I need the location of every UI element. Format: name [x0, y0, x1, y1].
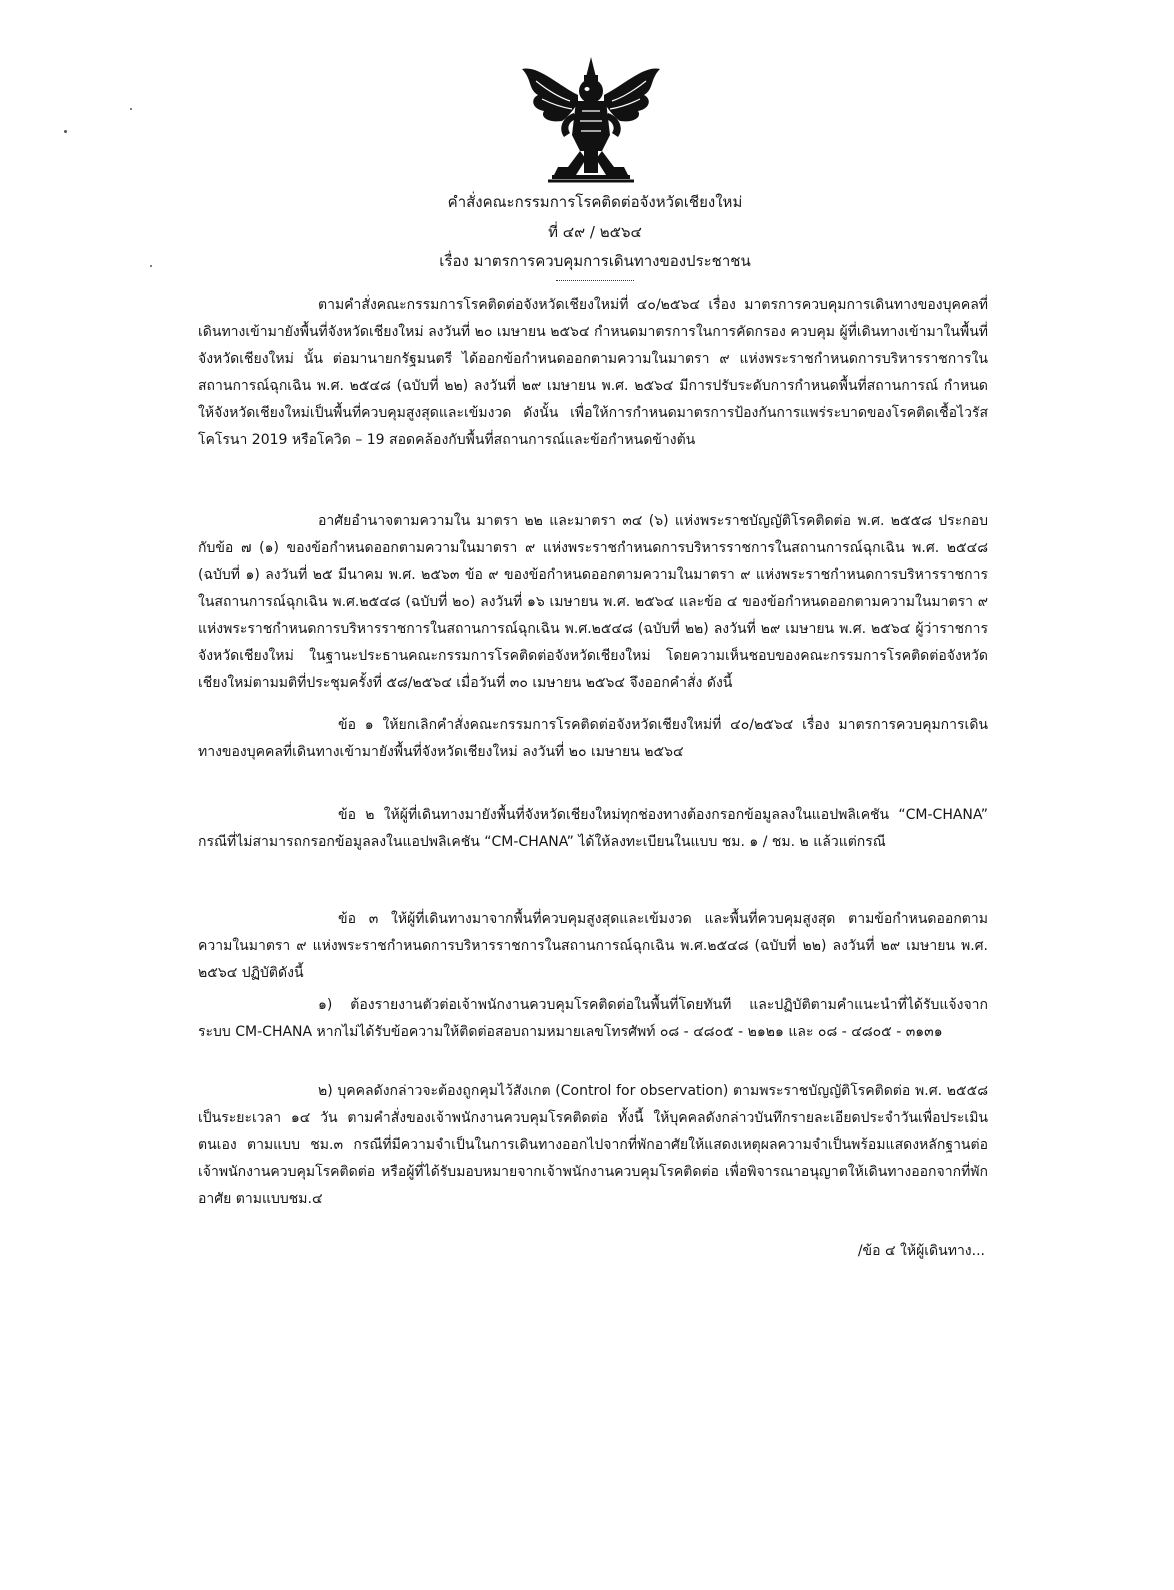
order-title: คำสั่งคณะกรรมการโรคติดต่อจังหวัดเชียงใหม่ [447, 193, 743, 211]
paragraph-clause-3: ข้อ ๓ ให้ผู้ที่เดินทางมาจากพื้นที่ควบคุมสูงสุดและเข้มงวด และพื้นที่ควบคุมสูงสุด ตามข้อกำหนดออกตามความในมาตรา ๙ แห่งพระราชกำหนดการบริหารราชการในสถานการณ์ฉุกเฉิน พ.ศ.๒๕๔๘ (ฉบับที่ ๒๒) ลงวันที่ ๒๙ เมษายน พ.ศ. ๒๕๖๔ ปฏิบัติดังนี้ [198, 911, 988, 981]
garuda-emblem-icon [518, 55, 664, 185]
scan-speck [64, 130, 67, 133]
paragraph-clause-3-item-2: ๒) บุคคลดังกล่าวจะต้องถูกคุมไว้สังเกต (Control for observation) ตามพระราชบัญญัติโรคติดต่อ พ.ศ. ๒๕๕๘ เป็นระยะเวลา ๑๔ วัน ตามคำสั่งของเจ้าพนักงานควบคุมโรคติดต่อ ทั้งนี้ ให้บุคคลดังกล่าวบันทึกรายละเอียดประจำวันเพื่อประเมินตนเอง ตามแบบ ชม.๓ กรณีที่มีความจำเป็นในการเดินทางออกไปจากที่พักอาศัยให้แสดงเหตุผลความจำเป็นพร้อมแสดงหลักฐานต่อเจ้าพนักงานควบคุมโรคติดต่อ หรือผู้ที่ได้รับมอบหมายจากเจ้าพนักงานควบคุมโรคติดต่อ เพื่อพิจารณาอนุญาตให้เดินทางออกจากที่พักอาศัย ตามแบบชม.๔ [198, 1083, 988, 1207]
continuation-note: /ข้อ ๔ ให้ผู้เดินทาง... [857, 1243, 985, 1259]
order-number: ที่ ๔๙ / ๒๕๖๔ [548, 223, 642, 241]
header-divider [556, 280, 634, 281]
order-subject: เรื่อง มาตรการควบคุมการเดินทางของประชาชน [439, 252, 751, 270]
paragraph-clause-2: ข้อ ๒ ให้ผู้ที่เดินทางมายังพื้นที่จังหวัดเชียงใหม่ทุกช่องทางต้องกรอกข้อมูลลงในแอปพลิเคชัน “CM-CHANA” กรณีที่ไม่สามารถกรอกข้อมูลลงในแอปพลิเคชัน “CM-CHANA” ได้ให้ลงทะเบียนในแบบ ชม. ๑ / ชม. ๒ แล้วแต่กรณี [198, 807, 988, 850]
paragraph-clause-3-item-1: ๑) ต้องรายงานตัวต่อเจ้าพนักงานควบคุมโรคติดต่อในพื้นที่โดยทันที และปฏิบัติตามคำแนะนำที่ได้รับแจ้งจากระบบ CM-CHANA หากไม่ได้รับข้อความให้ติดต่อสอบถามหมายเลขโทรศัพท์ ๐๘ - ๔๘๐๕ - ๒๑๒๑ และ ๐๘ - ๔๘๐๕ - ๓๑๓๑ [198, 997, 988, 1040]
paragraph-clause-1: ข้อ ๑ ให้ยกเลิกคำสั่งคณะกรรมการโรคติดต่อจังหวัดเชียงใหม่ที่ ๔๐/๒๕๖๔ เรื่อง มาตรการควบคุมการเดินทางของบุคคลที่เดินทางเข้ามายังพื้นที่จังหวัดเชียงใหม่ ลงวันที่ ๒๐ เมษายน ๒๕๖๔ [198, 717, 988, 760]
scan-speck [150, 265, 152, 267]
scan-speck [130, 108, 132, 110]
paragraph-background: ตามคำสั่งคณะกรรมการโรคติดต่อจังหวัดเชียงใหม่ที่ ๔๐/๒๕๖๔ เรื่อง มาตรการควบคุมการเดินทางของบุคคลที่เดินทางเข้ามายังพื้นที่จังหวัดเชียงใหม่ ลงวันที่ ๒๐ เมษายน ๒๕๖๔ กำหนดมาตรการในการคัดกรอง ควบคุม ผู้ที่เดินทางเข้ามาในพื้นที่จังหวัดเชียงใหม่ นั้น ต่อมานายกรัฐมนตรี ได้ออกข้อกำหนดออกตามความในมาตรา ๙ แห่งพระราชกำหนดการบริหารราชการในสถานการณ์ฉุกเฉิน พ.ศ. ๒๕๔๘ (ฉบับที่ ๒๒) ลงวันที่ ๒๙ เมษายน พ.ศ. ๒๕๖๔ มีการปรับระดับการกำหนดพื้นที่สถานการณ์ กำหนดให้จังหวัดเชียงใหม่เป็นพื้นที่ควบคุมสูงสุดและเข้มงวด ดังนั้น เพื่อให้การกำหนดมาตรการป้องกันการแพร่ระบาดของโรคติดเชื้อไวรัสโคโรนา 2019 หรือโควิด – 19 สอดคล้องกับพื้นที่สถานการณ์และข้อกำหนดข้างต้น [198, 297, 988, 448]
paragraph-authority: อาศัยอำนาจตามความใน มาตรา ๒๒ และมาตรา ๓๔ (๖) แห่งพระราชบัญญัติโรคติดต่อ พ.ศ. ๒๕๕๘ ประกอบกับข้อ ๗ (๑) ของข้อกำหนดออกตามความในมาตรา ๙ แห่งพระราชกำหนดการบริหารราชการในสถานการณ์ฉุกเฉิน พ.ศ. ๒๕๔๘ (ฉบับที่ ๑) ลงวันที่ ๒๕ มีนาคม พ.ศ. ๒๕๖๓ ข้อ ๙ ของข้อกำหนดออกตามความในมาตรา ๙ แห่งพระราชกำหนดการบริหารราชการในสถานการณ์ฉุกเฉิน พ.ศ.๒๕๔๘ (ฉบับที่ ๒๐) ลงวันที่ ๑๖ เมษายน พ.ศ. ๒๕๖๔ และข้อ ๔ ของข้อกำหนดออกตามความในมาตรา ๙ แห่งพระราชกำหนดการบริหารราชการในสถานการณ์ฉุกเฉิน พ.ศ.๒๕๔๘ (ฉบับที่ ๒๒) ลงวันที่ ๒๙ เมษายน พ.ศ. ๒๕๖๔ ผู้ว่าราชการจังหวัดเชียงใหม่ ในฐานะประธานคณะกรรมการโรคติดต่อจังหวัดเชียงใหม่ โดยความเห็นชอบของคณะกรรมการโรคติดต่อจังหวัดเชียงใหม่ตามมติที่ประชุมครั้งที่ ๕๘/๒๕๖๔ เมื่อวันที่ ๓๐ เมษายน ๒๕๖๔ จึงออกคำสั่ง ดังนี้ [198, 513, 988, 691]
